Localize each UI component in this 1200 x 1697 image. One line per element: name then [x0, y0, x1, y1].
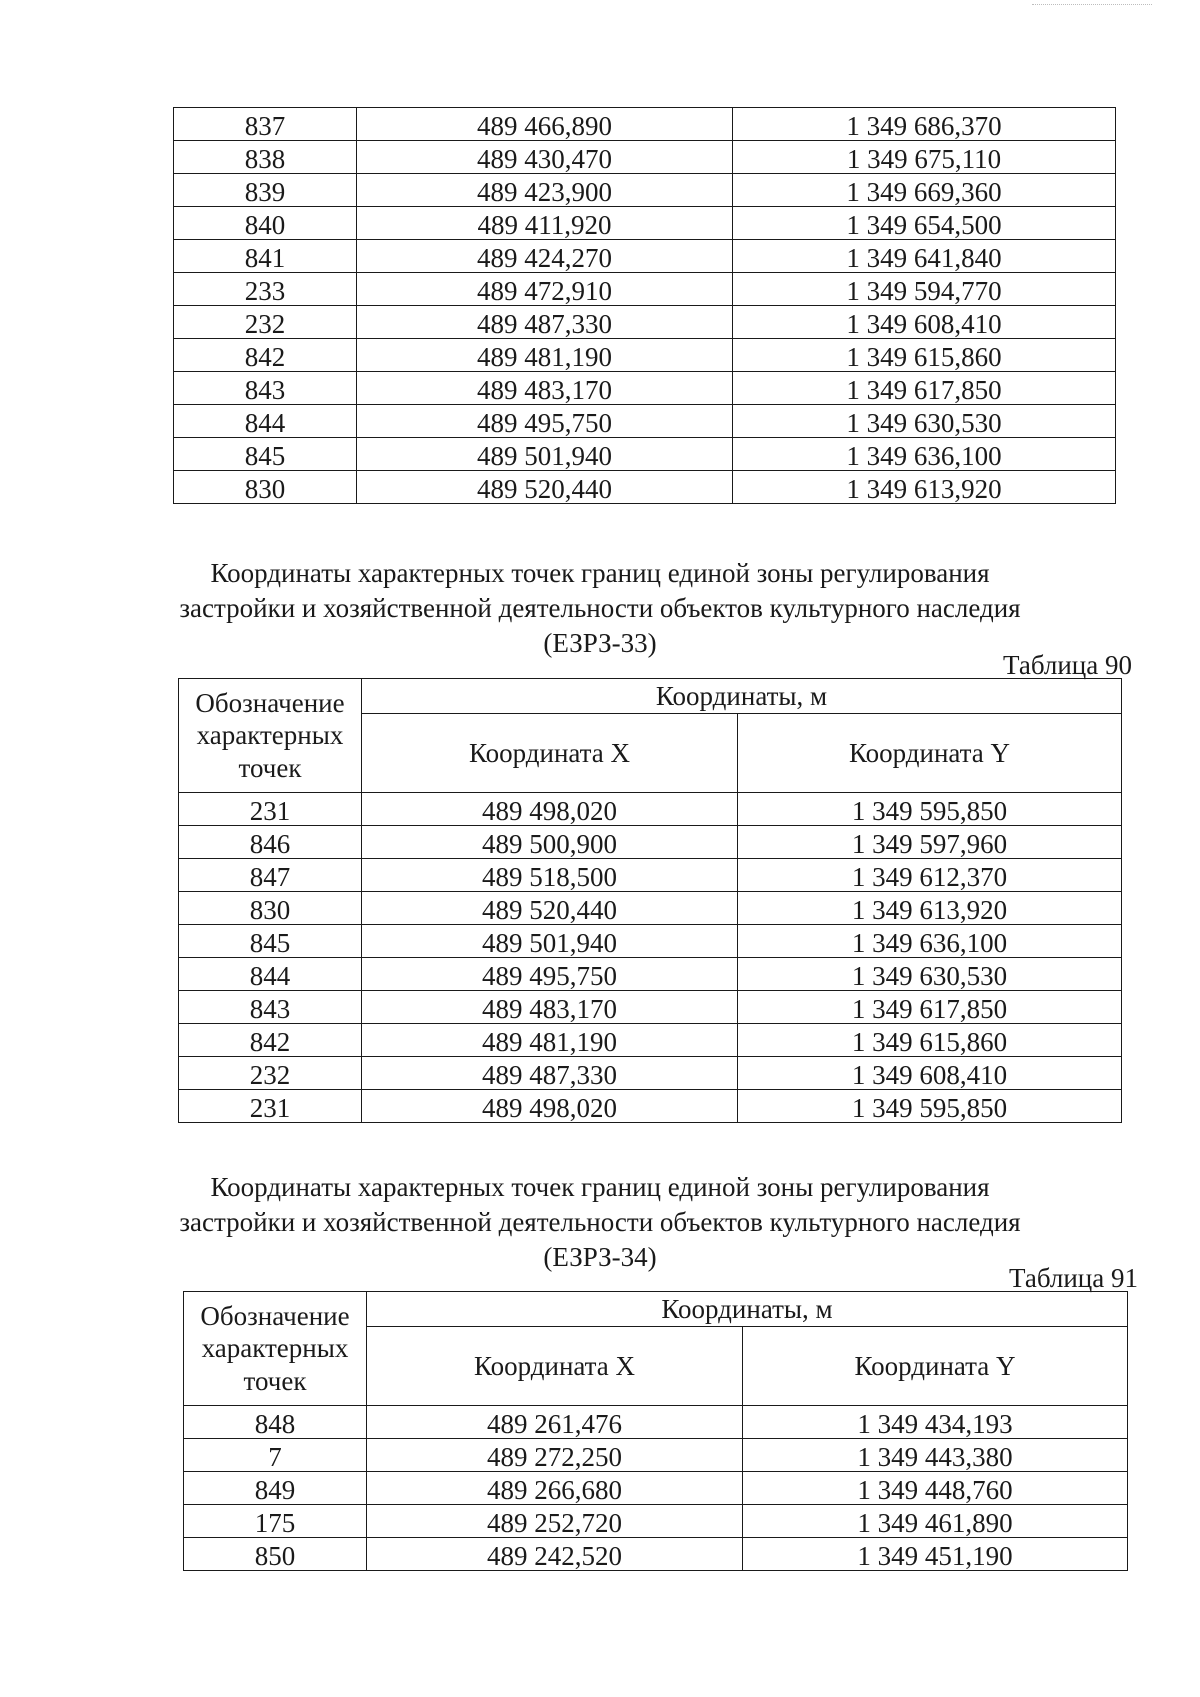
coordinate-x-cell: 489 481,190 — [357, 339, 733, 372]
point-number-cell: 231 — [179, 793, 362, 826]
point-number-cell: 837 — [174, 108, 357, 141]
coordinate-y-cell: 1 349 630,530 — [733, 405, 1116, 438]
table-row — [179, 826, 1122, 859]
coordinate-x-cell: 489 252,720 — [367, 1505, 743, 1538]
coordinate-x-cell: 489 272,250 — [367, 1439, 743, 1472]
point-number-cell: 844 — [174, 405, 357, 438]
table-row — [174, 471, 1116, 504]
caption-line: застройки и хозяйственной деятельности объектов культурного наследия — [179, 593, 1021, 623]
point-number-cell: 846 — [179, 826, 362, 859]
table-row — [184, 1505, 1128, 1538]
y-column-header: Координата Y — [743, 1327, 1128, 1406]
point-number-cell: 839 — [174, 174, 357, 207]
point-number-cell: 841 — [174, 240, 357, 273]
coordinate-y-cell: 1 349 615,860 — [733, 339, 1116, 372]
point-number-cell: 838 — [174, 141, 357, 174]
coordinate-x-cell: 489 487,330 — [362, 1057, 738, 1090]
section-caption-90 — [0, 556, 1200, 661]
coordinate-y-cell: 1 349 613,920 — [733, 471, 1116, 504]
coordinate-y-cell: 1 349 686,370 — [733, 108, 1116, 141]
caption-line: (ЕЗРЗ-33) — [543, 628, 657, 658]
coordinate-x-cell: 489 483,170 — [362, 991, 738, 1024]
x-column-header: Координата X — [362, 714, 738, 793]
table-body — [184, 1406, 1128, 1571]
point-number-cell: 233 — [174, 273, 357, 306]
coordinate-y-cell: 1 349 608,410 — [738, 1057, 1122, 1090]
table-row — [184, 1538, 1128, 1571]
coordinates-group-header: Координаты, м — [367, 1292, 1128, 1327]
coordinate-y-cell: 1 349 654,500 — [733, 207, 1116, 240]
coordinate-y-cell: 1 349 443,380 — [743, 1439, 1128, 1472]
coordinate-x-cell: 489 520,440 — [357, 471, 733, 504]
coordinate-x-cell: 489 495,750 — [362, 958, 738, 991]
table-row — [179, 1090, 1122, 1123]
coordinate-x-cell: 489 466,890 — [357, 108, 733, 141]
table-number-91: Таблица 91 — [1009, 1263, 1138, 1293]
table-row — [179, 925, 1122, 958]
point-number-cell: 848 — [184, 1406, 367, 1439]
point-number-cell: 232 — [174, 306, 357, 339]
point-number-cell: 845 — [179, 925, 362, 958]
coordinate-y-cell: 1 349 597,960 — [738, 826, 1122, 859]
table-row — [174, 372, 1116, 405]
coordinate-x-cell: 489 481,190 — [362, 1024, 738, 1057]
table-row — [174, 240, 1116, 273]
caption-line: Координаты характерных точек границ единой зоны регулирования — [210, 558, 990, 588]
coordinates-group-header: Координаты, м — [362, 679, 1122, 714]
coordinate-y-cell: 1 349 594,770 — [733, 273, 1116, 306]
coordinate-x-cell: 489 501,940 — [362, 925, 738, 958]
table-row — [184, 1439, 1128, 1472]
coordinate-y-cell: 1 349 434,193 — [743, 1406, 1128, 1439]
table-row — [174, 306, 1116, 339]
coordinates-table-90 — [178, 678, 1122, 1123]
coordinate-y-cell: 1 349 617,850 — [733, 372, 1116, 405]
table-row — [179, 892, 1122, 925]
coordinate-x-cell: 489 501,940 — [357, 438, 733, 471]
section-caption-91 — [0, 1170, 1200, 1275]
coordinate-x-cell: 489 266,680 — [367, 1472, 743, 1505]
coordinate-x-cell: 489 483,170 — [357, 372, 733, 405]
point-number-cell: 849 — [184, 1472, 367, 1505]
point-number-cell: 842 — [174, 339, 357, 372]
coordinate-x-cell: 489 487,330 — [357, 306, 733, 339]
point-number-cell: 842 — [179, 1024, 362, 1057]
caption-line: застройки и хозяйственной деятельности объектов культурного наследия — [179, 1207, 1021, 1237]
table-row — [174, 141, 1116, 174]
point-number-cell: 843 — [179, 991, 362, 1024]
table-row — [179, 991, 1122, 1024]
coordinate-x-cell: 489 498,020 — [362, 1090, 738, 1123]
table-row — [179, 793, 1122, 826]
coordinate-x-cell: 489 495,750 — [357, 405, 733, 438]
point-number-cell: 844 — [179, 958, 362, 991]
table-row — [179, 859, 1122, 892]
point-number-cell: 843 — [174, 372, 357, 405]
coordinate-y-cell: 1 349 636,100 — [733, 438, 1116, 471]
coordinate-x-cell: 489 520,440 — [362, 892, 738, 925]
table-header — [184, 1292, 1128, 1406]
point-number-cell: 840 — [174, 207, 357, 240]
table-row — [179, 958, 1122, 991]
coordinate-y-cell: 1 349 451,190 — [743, 1538, 1128, 1571]
coordinate-x-cell: 489 424,270 — [357, 240, 733, 273]
caption-line: (ЕЗРЗ-34) — [543, 1242, 657, 1272]
coordinate-x-cell: 489 498,020 — [362, 793, 738, 826]
point-number-cell: 232 — [179, 1057, 362, 1090]
coordinate-y-cell: 1 349 595,850 — [738, 1090, 1122, 1123]
table-header — [179, 679, 1122, 793]
table-number-90: Таблица 90 — [1003, 650, 1132, 680]
table-body — [179, 793, 1122, 1123]
caption-line: Координаты характерных точек границ единой зоны регулирования — [210, 1172, 990, 1202]
table-row — [174, 108, 1116, 141]
coordinate-y-cell: 1 349 613,920 — [738, 892, 1122, 925]
coordinates-table-91 — [183, 1291, 1128, 1571]
table-body — [174, 108, 1116, 504]
coordinate-y-cell: 1 349 675,110 — [733, 141, 1116, 174]
coordinate-x-cell: 489 411,920 — [357, 207, 733, 240]
coordinate-x-cell: 489 500,900 — [362, 826, 738, 859]
point-number-cell: 175 — [184, 1505, 367, 1538]
point-number-cell: 847 — [179, 859, 362, 892]
coordinate-y-cell: 1 349 641,840 — [733, 240, 1116, 273]
table-row — [184, 1472, 1128, 1505]
coordinate-y-cell: 1 349 608,410 — [733, 306, 1116, 339]
coordinate-x-cell: 489 518,500 — [362, 859, 738, 892]
table-row — [174, 207, 1116, 240]
point-number-cell: 845 — [174, 438, 357, 471]
coordinate-y-cell: 1 349 636,100 — [738, 925, 1122, 958]
coordinate-y-cell: 1 349 630,530 — [738, 958, 1122, 991]
coordinate-y-cell: 1 349 669,360 — [733, 174, 1116, 207]
coordinate-x-cell: 489 430,470 — [357, 141, 733, 174]
coordinate-x-cell: 489 261,476 — [367, 1406, 743, 1439]
table-row — [174, 273, 1116, 306]
point-number-cell: 7 — [184, 1439, 367, 1472]
table-row — [179, 1057, 1122, 1090]
coordinate-y-cell: 1 349 448,760 — [743, 1472, 1128, 1505]
scan-artifact — [1032, 4, 1152, 11]
table-row — [184, 1406, 1128, 1439]
point-number-cell: 830 — [174, 471, 357, 504]
table-row — [179, 1024, 1122, 1057]
y-column-header: Координата Y — [738, 714, 1122, 793]
table-row — [174, 339, 1116, 372]
point-number-cell: 231 — [179, 1090, 362, 1123]
points-column-header: Обозначение характерных точек — [184, 1292, 367, 1406]
coordinate-y-cell: 1 349 595,850 — [738, 793, 1122, 826]
table-row — [174, 174, 1116, 207]
x-column-header: Координата X — [367, 1327, 743, 1406]
table-row — [174, 438, 1116, 471]
coordinate-y-cell: 1 349 615,860 — [738, 1024, 1122, 1057]
table-row — [174, 405, 1116, 438]
coordinate-x-cell: 489 242,520 — [367, 1538, 743, 1571]
point-number-cell: 850 — [184, 1538, 367, 1571]
coordinate-y-cell: 1 349 461,890 — [743, 1505, 1128, 1538]
point-number-cell: 830 — [179, 892, 362, 925]
coordinates-table-continued — [173, 107, 1116, 504]
points-column-header: Обозначение характерных точек — [179, 679, 362, 793]
coordinate-x-cell: 489 423,900 — [357, 174, 733, 207]
coordinate-x-cell: 489 472,910 — [357, 273, 733, 306]
coordinate-y-cell: 1 349 617,850 — [738, 991, 1122, 1024]
coordinate-y-cell: 1 349 612,370 — [738, 859, 1122, 892]
